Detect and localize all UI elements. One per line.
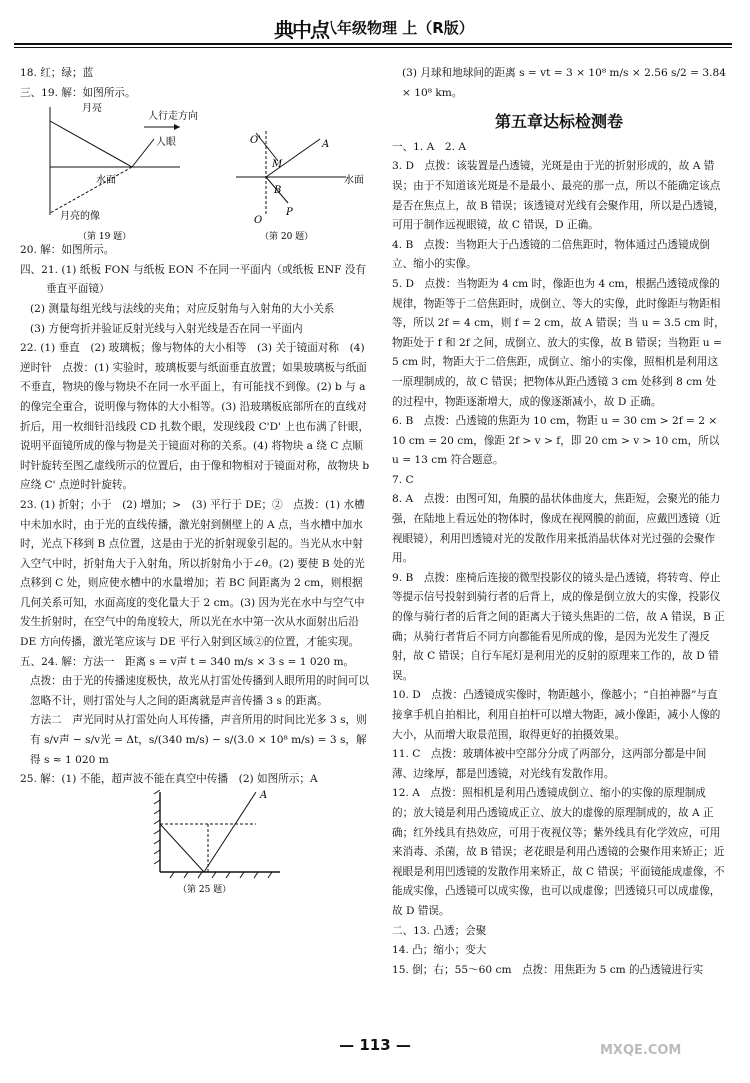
answer-10: 10. D 点拨：凸透镜成实像时，物距越小，像越小；“自拍神器”与直接拿手机自拍相比，利用自拍杆可以增大物距，减小像距，减小人像的大小，从而增大取景范围，取得更好的拍摄效果。 <box>392 689 721 741</box>
figure-19-20 <box>20 103 372 241</box>
fig20-m: M <box>272 159 283 171</box>
answer-18: 18. 红；绿；蓝 <box>20 67 94 79</box>
page-header <box>0 0 750 44</box>
watermark: MXQE.COM <box>600 1043 682 1058</box>
answer-21-3: (3) 方便弯折并验证反射光线与入射光线是否在同一平面内 <box>30 322 303 335</box>
fig20-a: A <box>322 139 330 151</box>
header-rule-thin <box>14 47 732 48</box>
fig19-water: 水面 <box>96 175 116 187</box>
answer-19: 三、19. 解：如图所示。 <box>20 86 136 99</box>
section-title: 第五章达标检测卷 <box>494 112 623 132</box>
answer-12: 12. A 点拨：照相机是利用凸透镜成倒立、缩小的实像的原理制成的；放大镜是利用凸透镜成正立、放大的虚像的原理制成的，故 A 正确；红外线具有热效应，可用于夜视仪等；紫外线具有化学效应，可用来消毒、杀菌，故 B 错误；老花眼是利用凸透镜的会聚作用来矫正；近视眼是利用凹透镜的发散作用来矫正，故 C 错误；平面镜能成虚像，不能成实像，凸透镜可以成实像，也可以成虚像；凹透镜只可以成虚像，故 D 错误。 <box>392 787 725 917</box>
fig20-o-prime: O' <box>250 135 261 147</box>
book-title: 八年级物理 上（R版） <box>322 19 474 37</box>
answer-24-method2: 方法二 声光同时从打雷处向人耳传播，声音所用的时间比光多 3 s，则有 s/v声 − s/v光 = Δt，s/(340 m/s) − s/(3.0 × 10⁸ m/s) = 3 s，解得 s ≈ 1 020 m <box>30 714 367 766</box>
answer-11: 11. C 点拨：玻璃体被中空部分分成了两部分，这两部分都是中间薄、边缘厚，都是凹透镜，对光线有发散作用。 <box>392 748 707 780</box>
right-column <box>392 64 726 980</box>
answer-14: 14. 凸；缩小；变大 <box>392 944 487 957</box>
answer-5: 5. D 点拨：当物距为 4 cm 时，像距也为 4 cm，根据凸透镜成像的规律，物距等于二倍焦距时，成倒立、等大的实像，此时像距与物距相等，所以 2f = 4 cm，则 f = 2 cm，故 A 错误；当 u = 3.5 cm 时，物距处于 f 和 2f 之间，成倒立、放大的实像，故 B 错误；当物距 u = 5 cm 时，物距大于二倍焦距，成倒立、缩小的实像，照相机是利用这一原理制成的，故 C 错误；把物体从距凸透镜 3 cm 处移到 8 cm 处的过程中，物距逐渐增大，成的像逐渐减小，故 D 正确。 <box>392 277 725 408</box>
page-number: — 113 — <box>339 1036 411 1054</box>
left-column <box>20 64 372 894</box>
answer-6: 6. B 点拨：凸透镜的焦距为 10 cm，物距 u = 30 cm > 2f = 2 × 10 cm = 20 cm，像距 2f > v > f，即 20 cm > v > 10 cm，所以 u = 13 cm 符合题意。 <box>392 415 720 467</box>
fig20-water: 水面 <box>344 175 364 187</box>
fig19-direction: 人行走方向 <box>148 111 198 123</box>
fig20-p: P <box>286 207 293 219</box>
fig20-caption: （第 20 题） <box>260 232 314 242</box>
brand-logo: 典中点 <box>274 18 328 42</box>
answer-continued: (3) 月球和地球间的距离 s = vt = 3 × 10⁸ m/s × 2.56 s/2 = 3.84 × 10⁸ km。 <box>402 67 726 99</box>
fig19-moon: 月亮 <box>82 103 102 115</box>
fig25-a: A <box>260 789 268 801</box>
answer-9: 9. B 点拨：座椅后连接的微型投影仪的镜头是凸透镜，将转弯、停止等提示信号投射到骑行者的后背上，成的像是倒立放大的实像，投影仪的像与骑行者的后背之间的距离大于镜头焦距的二倍，故 A 错误，B 正确；从骑行者背后不同方向都能看见所成的像，是因为光发生了漫反射，故 C 错误；自行车尾灯是利用光的反射的原理来工作的，故 D 错误。 <box>392 571 725 682</box>
answer-1-2: 一、1. A 2. A <box>392 140 467 153</box>
answer-20: 20. 解：如图所示。 <box>20 244 115 257</box>
answer-21-2: (2) 测量每组光线与法线的夹角；对应反射角与入射角的大小关系 <box>30 302 335 315</box>
fig20-o: O <box>254 215 263 227</box>
answer-25: 25. 解：(1) 不能，超声波不能在真空中传播 (2) 如图所示；A <box>20 773 318 786</box>
answer-24-note: 点拨：由于光的传播速度极快，故光从打雷处传播到人眼所用的时间可以忽略不计，则打雷处与人之间的距离就是声音传播 3 s 的距离。 <box>30 675 369 707</box>
fig20-b: B <box>274 185 282 197</box>
answer-13: 二、13. 凸透；会聚 <box>392 924 487 937</box>
fig19-image: 月亮的像 <box>60 211 100 223</box>
answer-21-1: 四、21. (1) 纸板 FON 与纸板 EON 不在同一平面内（或纸板 ENF 没有垂直平面镜） <box>20 263 367 296</box>
fig19-eye: 人眼 <box>156 137 176 149</box>
answer-8: 8. A 点拨：由图可知，角膜的晶状体曲度大，焦距短，会聚光的能力强，在陆地上看远处的物体时，像成在视网膜的前面，应戴凹透镜（近视眼镜），利用凹透镜对光的发散作用来抵消晶状体对光过强的会聚作用。 <box>392 493 721 565</box>
answer-23: 23. (1) 折射；小于 (2) 增加；> (3) 平行于 DE；② 点拨：(1) 水槽中未加水时，由于光的直线传播，激光射到侧壁上的 A 点，当水槽中加水时，光点下移到 B 点位置，这是由于光的折射现象引起的。当光从水中射入空气中时，折射角大于入射角，所以折射角小于∠θ。(2) 要使 B 处的光点移到 C 处，则应使水槽中的水量增加；若 BC 间距离为 2 cm，则根据几何关系可知，水面高度的变化量大于 2 cm。(3) 因为光在水中与空气中发生折射时，在空气中的角度较大，所以光在水中第一次从水面射出后沿 DE 方向传播，激光笔应该与 DE 平行入射到区域②的位置，才能实现。 <box>20 498 365 649</box>
answer-24-method1: 五、24. 解：方法一 距离 s = v声 t = 340 m/s × 3 s = 1 020 m。 <box>20 655 355 668</box>
answer-22: 22. (1) 垂直 (2) 玻璃板；像与物体的大小相等 (3) 关于镜面对称 (4) 逆时针 点拨：(1) 实验时，玻璃板要与纸面垂直放置；如果玻璃板与纸面不垂直，物块的像与物块不在同一水平面上，有可能找不到像。(2) b 与 a 的像完全重合，说明像与物体的大小相等。(3) 沿玻璃板底部所在的直线对折后，用一枚细针沿线段 CD 扎数个眼，发现线段 C'D' 上也布满了针眼，说明平面镜所成的像与物是关于镜面对称的关系。(4) 将物块 a 绕 C 点顺时针旋转至图乙虚线所示的位置后，由于像和物相对于镜面对称，故物块 b 应绕 C' 点逆时针旋转。 <box>20 342 370 492</box>
figure-25 <box>20 790 372 894</box>
fig19-caption: （第 19 题） <box>78 232 132 242</box>
answer-7: 7. C <box>392 473 414 486</box>
header-rule <box>14 43 732 45</box>
answer-3: 3. D 点拨：该装置是凸透镜，光斑是由于光的折射形成的，故 A 错误；由于不知道该光斑是不是最小、最亮的那一点，所以不能确定该点是否在焦点上，故 B 错误；该透镜对光线有会聚作用，所以是凸透镜，可用于制作远视眼镜，故 C 错误，D 正确。 <box>392 160 725 232</box>
fig25-caption: （第 25 题） <box>178 884 232 894</box>
answer-4: 4. B 点拨：当物距大于凸透镜的二倍焦距时，物体通过凸透镜成倒立、缩小的实像。 <box>392 238 710 271</box>
answer-15: 15. 倒；右；55～60 cm 点拨：用焦距为 5 cm 的凸透镜进行实 <box>392 963 704 976</box>
